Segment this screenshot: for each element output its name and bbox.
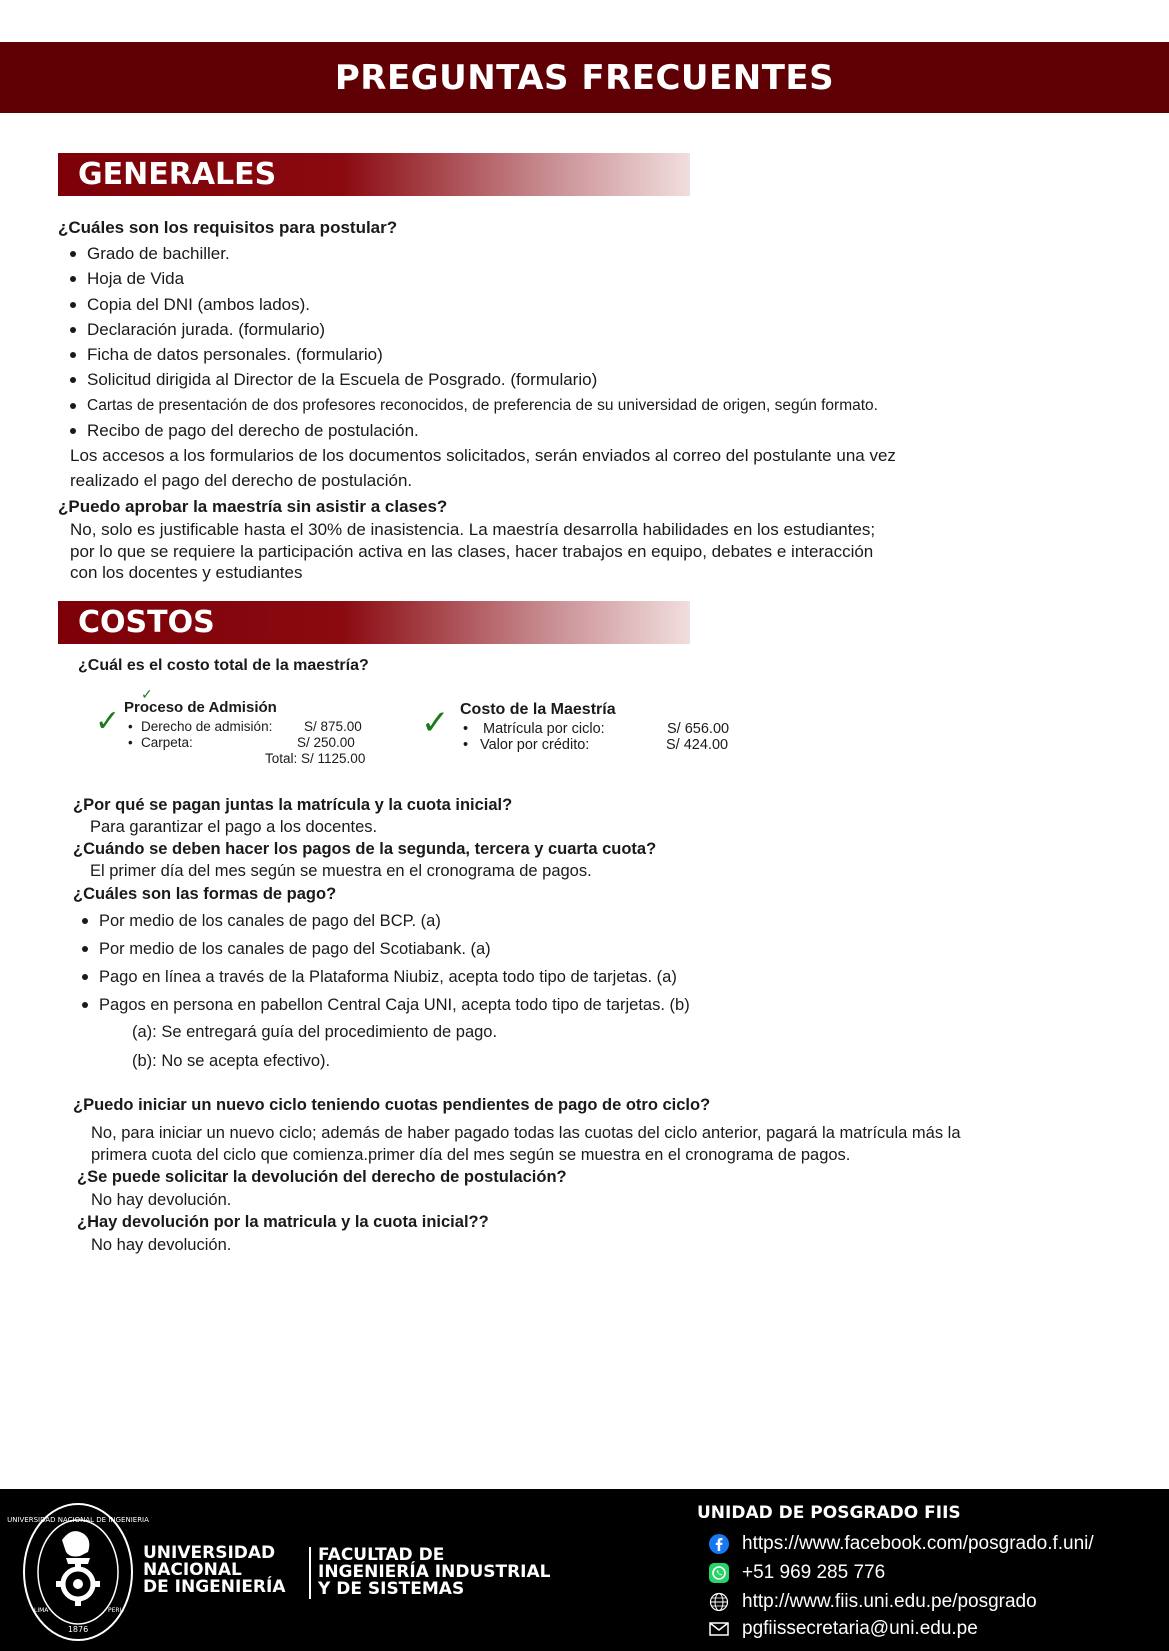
check-icon: ✓: [95, 704, 121, 739]
list-item: Pago en línea a través de la Plataforma Niubiz, acepta todo tipo de tarjetas. (a): [99, 968, 677, 986]
answer-asistencia-1: No, solo es justificable hasta el 30% de inasistencia. La maestría desarrolla habilidades en los estudiantes;: [70, 520, 876, 539]
footer-divider: [309, 1547, 311, 1599]
seal-year: 1876: [67, 1625, 89, 1634]
list-item: Copia del DNI (ambos lados).: [87, 295, 310, 314]
seal-peru: PERU: [108, 1607, 124, 1614]
maestria-title: Costo de la Maestría: [460, 701, 616, 718]
admision-total: Total: S/ 1125.00: [265, 751, 366, 766]
section-title-costos: COSTOS: [78, 605, 215, 640]
list-item: Ficha de datos personales. (formulario): [87, 345, 383, 364]
answer-cuotas: El primer día del mes según se muestra en el cronograma de pagos.: [90, 862, 592, 880]
phone-number[interactable]: +51 969 285 776: [742, 1562, 886, 1583]
maestria-item-value: S/ 656.00: [667, 721, 730, 737]
section-title-generales: GENERALES: [78, 157, 277, 192]
page-title: PREGUNTAS FRECUENTES: [334, 57, 835, 98]
answer-matricula-cuota: Para garantizar el pago a los docentes.: [90, 818, 378, 836]
email-address[interactable]: pgfiissecretaria@uni.edu.pe: [742, 1618, 978, 1639]
question-nuevo-ciclo: ¿Puedo iniciar un nuevo ciclo teniendo cuotas pendientes de pago de otro ciclo?: [73, 1096, 711, 1114]
faculty-name-line: INGENIERÍA INDUSTRIAL: [318, 1562, 551, 1582]
facebook-url[interactable]: https://www.facebook.com/posgrado.f.uni/: [742, 1533, 1094, 1554]
section-costos: [58, 601, 690, 644]
question-asistencia: ¿Puedo aprobar la maestría sin asistir a clases?: [58, 497, 448, 516]
maestria-item-label: Valor por crédito:: [480, 737, 590, 753]
web-icon: [708, 1591, 730, 1613]
list-item: Por medio de los canales de pago del BCP. (a): [99, 912, 441, 930]
question-costo-total: ¿Cuál es el costo total de la maestría?: [78, 657, 369, 674]
question-matricula-cuota: ¿Por qué se pagan juntas la matrícula y la cuota inicial?: [73, 796, 513, 814]
bullet-dot: •: [463, 721, 469, 737]
facebook-icon: [708, 1533, 730, 1555]
admision-item-value: S/ 875.00: [304, 719, 362, 734]
phone-contact[interactable]: [708, 1562, 885, 1584]
university-name-line: UNIVERSIDAD: [143, 1543, 276, 1563]
question-devolucion-postulacion: ¿Se puede solicitar la devolución del derecho de postulación?: [77, 1168, 567, 1186]
answer-asistencia-2: por lo que se requiere la participación activa en las clases, hacer trabajos en equipo, debates e interacción: [70, 542, 874, 561]
faculty-name-line: FACULTAD DE: [318, 1545, 445, 1565]
list-item: Cartas de presentación de dos profesores reconocidos, de preferencia de su universidad de origen, según formato.: [87, 397, 878, 414]
list-item: Pagos en persona en pabellon Central Caja UNI, acepta todo tipo de tarjetas. (b): [99, 996, 690, 1014]
website-url[interactable]: http://www.fiis.uni.edu.pe/posgrado: [742, 1591, 1037, 1612]
list-item: Grado de bachiller.: [87, 244, 230, 263]
header-banner: [0, 42, 1169, 113]
answer-nuevo-ciclo-1: No, para iniciar un nuevo ciclo; además de haber pagado todas las cuotas del ciclo anterior, pagará la matrícula más la: [91, 1124, 961, 1142]
answer-devolucion-matricula: No hay devolución.: [91, 1236, 232, 1254]
admision-item-value: S/ 250.00: [297, 735, 355, 750]
check-icon: ✓: [421, 703, 450, 743]
university-name-line: DE INGENIERÍA: [143, 1577, 286, 1597]
bullet-dot: •: [128, 735, 133, 750]
university-name: [143, 1545, 286, 1596]
question-cuotas: ¿Cuándo se deben hacer los pagos de la segunda, tercera y cuarta cuota?: [73, 840, 657, 858]
university-name-line: NACIONAL: [143, 1560, 242, 1580]
nota-formularios: Los accesos a los formularios de los documentos solicitados, serán enviados al correo del postulante una vez: [70, 446, 896, 465]
bullet-dot: •: [463, 737, 469, 753]
maestria-item-value: S/ 424.00: [666, 737, 729, 753]
facebook-link[interactable]: [708, 1533, 1094, 1555]
whatsapp-icon: [708, 1562, 730, 1584]
answer-devolucion-postulacion: No hay devolución.: [91, 1191, 232, 1209]
question-formas-pago: ¿Cuáles son las formas de pago?: [73, 885, 337, 903]
faculty-name: [318, 1547, 551, 1598]
list-item: Hoja de Vida: [87, 269, 185, 288]
question-requisitos: ¿Cuáles son los requisitos para postular?: [58, 218, 398, 237]
university-seal-logo: [7, 1502, 149, 1642]
answer-nuevo-ciclo-2: primera cuota del ciclo que comienza.primer día del mes según se muestra en el cronograma de pagos.: [91, 1146, 851, 1164]
unit-title: UNIDAD DE POSGRADO FIIS: [697, 1503, 961, 1523]
list-item: Por medio de los canales de pago del Scotiabank. (a): [99, 940, 491, 958]
faculty-name-line: Y DE SISTEMAS: [318, 1579, 465, 1599]
nota-b: (b): No se acepta efectivo).: [132, 1052, 331, 1070]
bullet-dot: •: [128, 719, 133, 734]
seal-lima: LIMA: [34, 1607, 49, 1614]
admision-title: Proceso de Admisión: [124, 699, 277, 716]
admision-item-label: Carpeta:: [141, 735, 193, 750]
email-icon: [708, 1618, 730, 1640]
section-generales: [58, 153, 690, 196]
email-link[interactable]: [708, 1618, 978, 1640]
check-icon: ✓: [141, 687, 153, 703]
answer-asistencia-3: con los docentes y estudiantes: [70, 563, 303, 582]
website-link[interactable]: [708, 1591, 1037, 1613]
nota-formularios-2: realizado el pago del derecho de postulación.: [70, 471, 413, 490]
question-devolucion-matricula: ¿Hay devolución por la matricula y la cuota inicial??: [77, 1213, 489, 1231]
nota-a: (a): Se entregará guía del procedimiento de pago.: [132, 1023, 498, 1041]
list-item: Recibo de pago del derecho de postulación.: [87, 421, 419, 440]
list-item: Solicitud dirigida al Director de la Escuela de Posgrado. (formulario): [87, 370, 598, 389]
list-item: Declaración jurada. (formulario): [87, 320, 326, 339]
seal-text: UNIVERSIDAD NACIONAL DE INGENIERIA: [7, 1516, 149, 1524]
admision-item-label: Derecho de admisión:: [141, 719, 273, 734]
maestria-item-label: Matrícula por ciclo:: [483, 721, 605, 737]
